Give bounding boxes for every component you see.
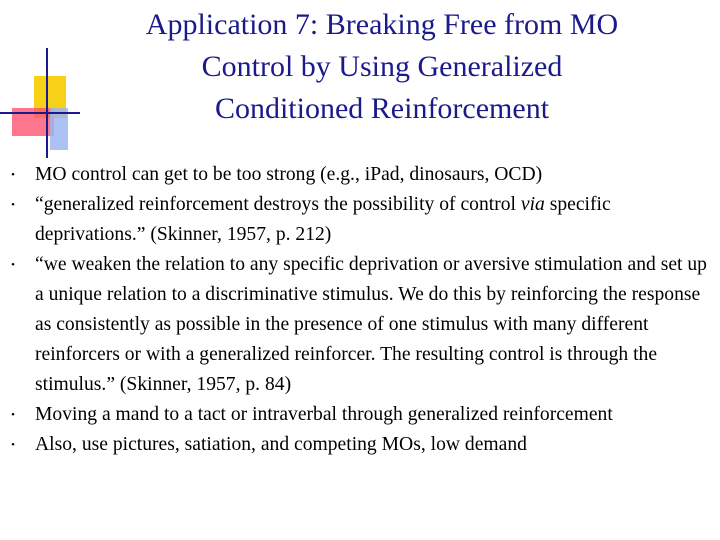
logo-horizontal-line xyxy=(0,112,80,114)
bullet-text-continued: specific deprivations.” (Skinner, 1957, p. 212) xyxy=(35,194,611,245)
bullet-text: Also, use pictures, satiation, and competing MOs, low demand xyxy=(35,434,527,455)
bullet-text: “generalized reinforcement destroys the possibility of control xyxy=(35,194,521,215)
bullet-text: MO control can get to be too strong (e.g., iPad, dinosaurs, OCD) xyxy=(35,164,543,185)
bullet-item xyxy=(0,250,720,400)
bullet-text-italic: via xyxy=(520,194,545,215)
bullet-item xyxy=(0,160,720,190)
bullet-dot-icon: • xyxy=(11,409,15,421)
bullet-list xyxy=(0,160,720,460)
slide-title xyxy=(92,4,672,130)
bullet-text: Moving a mand to a tact or intraverbal through generalized reinforcement xyxy=(35,404,613,425)
bullet-dot-icon: • xyxy=(11,199,15,211)
bullet-text: “we weaken the relation to any specific deprivation or aversive stimulation and set up a unique relation to a discriminative stimulus. We do this by reinforcing the response as consistently as possible in the presence of one stimulus with many different reinforcers or with a generalized reinforcer. The resulting control is through the stimulus.” (Skinner, 1957, p. 84) xyxy=(35,254,707,395)
bullet-dot-icon: • xyxy=(11,169,15,181)
slide-title-line-2: Control by Using Generalized xyxy=(201,50,563,83)
logo-vertical-line xyxy=(46,48,48,158)
bullet-item xyxy=(0,190,720,250)
logo-blue-square xyxy=(50,108,68,150)
bullet-item xyxy=(0,430,720,460)
bullet-dot-icon: • xyxy=(11,259,15,271)
bullet-item xyxy=(0,400,720,430)
bullet-dot-icon: • xyxy=(11,439,15,451)
slide-title-line-3: Conditioned Reinforcement xyxy=(214,92,550,125)
slide-title-line-1: Application 7: Breaking Free from MO xyxy=(145,8,619,41)
slide-logo-decoration xyxy=(0,0,80,160)
